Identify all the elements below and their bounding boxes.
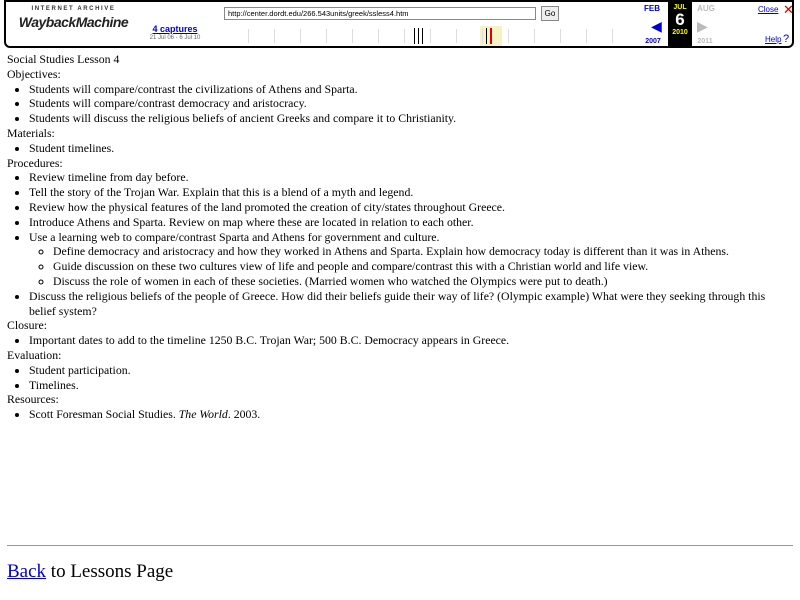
back-link[interactable]: Back [7, 561, 47, 582]
close-link[interactable]: Close [758, 5, 779, 14]
prev-year-link[interactable]: 2007 [645, 38, 661, 45]
list-item: • Students will compare/contrast the civilizations of Athens and Sparta. [29, 82, 793, 97]
list-item: • Timelines. [29, 378, 793, 393]
closure-list [7, 333, 793, 348]
close-icon[interactable]: ✕ [783, 2, 794, 17]
logo-wayback-text: WaybackMachine [18, 14, 129, 30]
objectives-heading: Objectives: [7, 66, 61, 81]
materials-list [7, 141, 793, 156]
resource-title: The World [178, 407, 228, 422]
go-button[interactable]: Go [541, 6, 559, 21]
list-item: • Student timelines. [29, 141, 793, 156]
url-input[interactable] [224, 7, 536, 20]
procedures-heading: Procedures: [7, 155, 63, 170]
lesson-content [7, 52, 793, 422]
help-link[interactable]: Help [765, 35, 782, 44]
procedures-sublist [29, 244, 793, 288]
resources-heading: Resources: [7, 392, 59, 407]
capture-tick [486, 28, 487, 44]
resource-publisher: Scott Foresman Social Studies. [29, 407, 179, 422]
list-item: • Discuss the religious beliefs of the people of Greece. How did their beliefs guide their way of life? (Olympic example) What were they seeking through this belief system? [29, 289, 793, 319]
logo-internet-archive-text: INTERNET ARCHIVE [31, 6, 116, 12]
prev-month-link[interactable]: FEB [644, 4, 660, 13]
current-capture-marker [490, 28, 492, 44]
list-item: • Introduce Athens and Sparta. Review on map where these are located in relation to each other. [29, 215, 793, 230]
closure-heading: Closure: [7, 318, 47, 333]
current-year: 2010 [672, 29, 688, 36]
capture-tick [414, 28, 415, 44]
sub-list-item: ◦ Guide discussion on these two cultures view of life and people and compare/contrast this with a Christian world and life view. [53, 259, 793, 274]
next-month-label: AUG [697, 4, 715, 13]
materials-heading: Materials: [7, 125, 55, 140]
resources-list [7, 407, 793, 422]
objectives-list [7, 82, 793, 126]
page-title: Social Studies Lesson 4 [7, 52, 120, 66]
capture-tick [418, 28, 419, 44]
capture-tick [422, 28, 423, 44]
captures-link[interactable]: 4 captures [152, 24, 198, 34]
list-item: • Tell the story of the Trojan War. Explain that this is a blend of a myth and legend. [29, 185, 793, 200]
wayback-logo[interactable] [16, 6, 131, 44]
prev-capture-arrow-icon[interactable]: ◀ [651, 18, 662, 34]
back-nav-text: to Lessons Page [46, 561, 174, 582]
current-day: 6 [675, 10, 685, 29]
help-icon[interactable]: ? [783, 33, 790, 45]
next-capture-arrow-icon: ▶ [697, 18, 708, 34]
evaluation-heading: Evaluation: [7, 347, 62, 362]
list-item: • Review timeline from day before. [29, 170, 793, 185]
capture-sparkline[interactable] [224, 26, 634, 46]
captures-info [142, 24, 208, 41]
back-nav [7, 561, 173, 583]
list-item-text: Use a learning web to compare/contrast Sparta and Athens for government and culture. [29, 229, 440, 244]
sub-list-item: ◦ Define democracy and aristocracy and how they worked in Athens and Sparta. Explain how democracy today is different than it was in Athens. [53, 244, 793, 259]
sub-list-item: ◦ Discuss the role of women in each of these societies. (Married women who watched the Olympics were put to death.) [53, 274, 793, 289]
captures-range: 21 Jul 06 - 6 Jul 10 [149, 35, 201, 41]
next-year-label: 2011 [697, 38, 713, 45]
divider [7, 545, 793, 546]
list-item: • Student participation. [29, 363, 793, 378]
evaluation-list [7, 363, 793, 393]
resource-year: . 2003. [227, 407, 261, 422]
current-month: JUL [673, 4, 687, 11]
procedures-list [7, 170, 793, 318]
list-item [29, 407, 793, 422]
list-item: • Review how the physical features of the land promoted the creation of city/states throughout Greece. [29, 200, 793, 215]
current-date-box [668, 2, 692, 46]
wayback-toolbar [4, 0, 794, 48]
list-item [29, 230, 793, 289]
list-item: • Students will compare/contrast democracy and aristocracy. [29, 96, 793, 111]
list-item: • Students will discuss the religious beliefs of ancient Greeks and compare it to Christianity. [29, 111, 793, 126]
list-item: • Important dates to add to the timeline 1250 B.C. Trojan War; 500 B.C. Democracy appears in Greece. [29, 333, 793, 348]
